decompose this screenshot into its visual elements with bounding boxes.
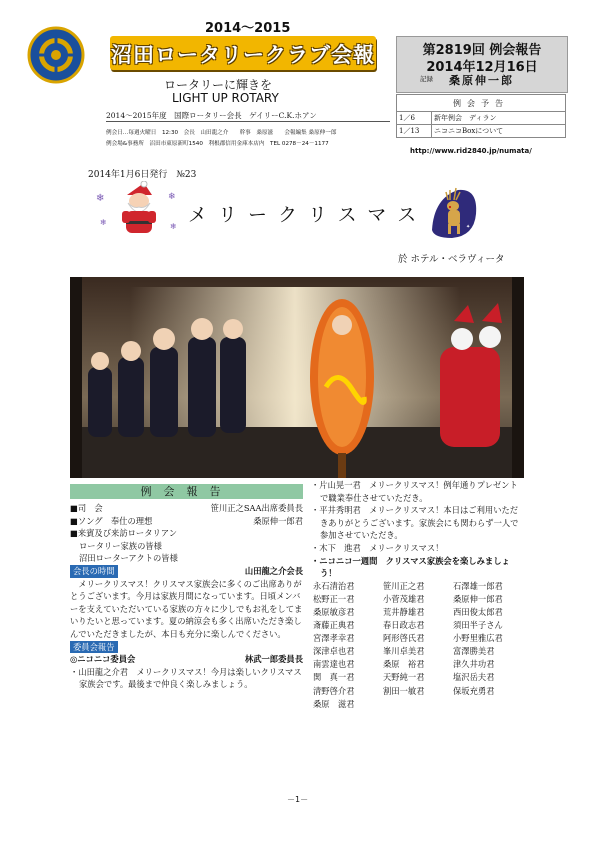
song-row [70, 515, 303, 528]
svg-text:❄: ❄ [170, 222, 177, 231]
member-name: 松野正一君 [313, 593, 355, 604]
member-name: 南雲達也君 [313, 659, 355, 670]
president-row [70, 565, 303, 578]
schedule-date: 1／13 [397, 125, 432, 138]
page-number: －1－ [287, 795, 309, 804]
mc-name: 笹川正之SAA出席委員長 [210, 503, 303, 513]
member-name: 荒井静雄君 [383, 606, 425, 617]
member-name: 天野純一君 [383, 672, 425, 683]
svg-text:✦: ✦ [436, 193, 442, 200]
comment-item: ・片山晃一君 メリークリスマス！例年通りプレゼントで職業奉仕させていただき。 [311, 480, 518, 503]
right-column [311, 479, 523, 711]
motto-en: LIGHT UP ROTARY [172, 91, 279, 105]
song-label: ■ソング 奉仕の理想 [70, 515, 153, 526]
event-photo [70, 277, 524, 478]
member-name: 笹川正之君 [383, 580, 425, 591]
year-line: 2014～2015年度 国際ロータリー会長 ゲイリーC.K.ホアン [106, 111, 317, 120]
guests-label: ■来賓及び来訪ロータリアン [70, 528, 178, 539]
schedule-row [397, 125, 566, 138]
comment-item: ・木下 進君 メリークリスマス！ [311, 542, 444, 553]
niko-chair: 林武一郎委員長 [244, 654, 303, 665]
committee-tag: 委員会報告 [70, 641, 118, 653]
member-name: 宮澤孝幸君 [313, 633, 355, 644]
member-name: 保坂充勇君 [453, 685, 495, 696]
member-name: 割田一敏君 [383, 685, 425, 696]
president-tag: 会長の時間 [70, 565, 118, 578]
office-info: 例会場&事務所 沼田市東原新町1540 利根郡信用金庫本店内 TEL 0278－24－1177 [106, 141, 329, 147]
member-name: 西田俊太郎君 [453, 606, 503, 617]
guests-line: 沼田ローターアクトの皆様 [79, 553, 178, 564]
member-name: 峯川卓美君 [383, 646, 425, 657]
motto-jp: ロータリーに輝きを [164, 78, 273, 92]
member-name: 桑原敏彦君 [313, 606, 355, 617]
member-name: 桑原 裕君 [383, 659, 425, 670]
schedule-date: 1／6 [397, 112, 432, 125]
left-column [70, 484, 303, 691]
schedule-title: 例会予告 [397, 95, 566, 112]
guests-line: ロータリー家族の皆様 [79, 540, 162, 551]
schedule-table [396, 94, 566, 138]
recorder-label: 記録 [420, 75, 433, 83]
member-name: 小野里雅広君 [453, 633, 503, 644]
member-name: 塩沢岳夫君 [453, 672, 495, 683]
member-name: 永石清治君 [313, 580, 355, 591]
schedule-row [397, 112, 566, 125]
venue: 於 ホテル・ベラヴィータ [398, 254, 505, 265]
issue-box [396, 36, 568, 93]
issued-date: 2014年1月6日発行 №23 [88, 170, 197, 180]
club-name-banner [110, 36, 376, 70]
issue-date: 2014年12月16日 [426, 60, 538, 75]
names-grid [313, 580, 523, 711]
niko-week: ・ニコニコ一週間 クリスマス家族会を楽しみましょう！ [311, 555, 510, 579]
member-name: 小菅茂雄君 [383, 593, 425, 604]
schedule-event: ニコニコBoxについて [432, 125, 566, 138]
member-name: 阿形啓氏君 [383, 633, 425, 644]
schedule-event: 新年例会 ディラン [432, 112, 566, 125]
meeting-info: 例会日…毎週火曜日 12:30 会長 山田龍之介 幹事 桑原滋 会報編集 桑原伸一郎 [106, 130, 337, 136]
member-name: 清野啓介君 [313, 685, 355, 696]
member-name: 斎藤正典君 [313, 620, 355, 631]
mc-label: ■司 会 [70, 503, 103, 513]
comment-item: ・平井秀明君 メリークリスマス！本日はご利用いただきありがとうございます。家族会にも関わらず一人で参加させていただき。 [311, 505, 519, 541]
member-name: 須田半子さん [453, 620, 503, 631]
niko-committee: ◎ニコニコ委員会 [70, 654, 136, 665]
svg-text:❄: ❄ [96, 193, 105, 204]
club-name: 沼田ロータリークラブ会報 [111, 43, 375, 67]
xmas-title: メリークリスマス [188, 204, 428, 226]
rotary-logo [27, 26, 85, 84]
niko-row [70, 653, 303, 666]
santa-illustration [94, 181, 184, 239]
header-divider [106, 121, 390, 122]
president-text: メリークリスマス！クリスマス家族会に多くのご出席ありがとうございます。今月は家族月間になっています。日頃メンバーを支えていただいている家族の方々に少しでもお礼をしてまいりたいと思っています。夏の納涼会も多く出席いただき楽しんでいただきましたが、本日も充分に楽しんでください。 [70, 578, 303, 639]
song-name: 桑原伸一郎君 [253, 515, 303, 526]
report-heading: 例会報告 [70, 484, 303, 499]
mc-row [70, 502, 303, 515]
club-url[interactable]: http://www.rid2840.jp/numata/ [410, 147, 532, 155]
years-label: 2014～2015 [205, 21, 291, 36]
recorder-name: 桑原伸一郎 [449, 74, 514, 87]
svg-text:❄: ❄ [100, 218, 107, 227]
president-name: 山田龍之介会長 [244, 565, 303, 576]
member-name: 深津卓也君 [313, 646, 355, 657]
member-name: 桑原伸一郎君 [453, 593, 503, 604]
svg-text:❄: ❄ [168, 192, 176, 202]
comment-item: ・山田龍之介君 メリークリスマス！今月は楽しいクリスマス家族会です。最後まで仲良く楽しみましょう。 [70, 666, 302, 690]
member-name: 春日政志君 [383, 620, 425, 631]
svg-text:✦: ✦ [466, 224, 471, 230]
member-name: 富澤勝美君 [453, 646, 495, 657]
member-name: 桑原 滋君 [313, 698, 355, 709]
member-name: 津久井功君 [453, 659, 495, 670]
reindeer-illustration [428, 184, 478, 240]
member-name: 石澤雄一郎君 [453, 580, 503, 591]
issue-number: 第2819回 例会報告 [422, 43, 542, 58]
member-name: 関 真一君 [313, 672, 355, 683]
